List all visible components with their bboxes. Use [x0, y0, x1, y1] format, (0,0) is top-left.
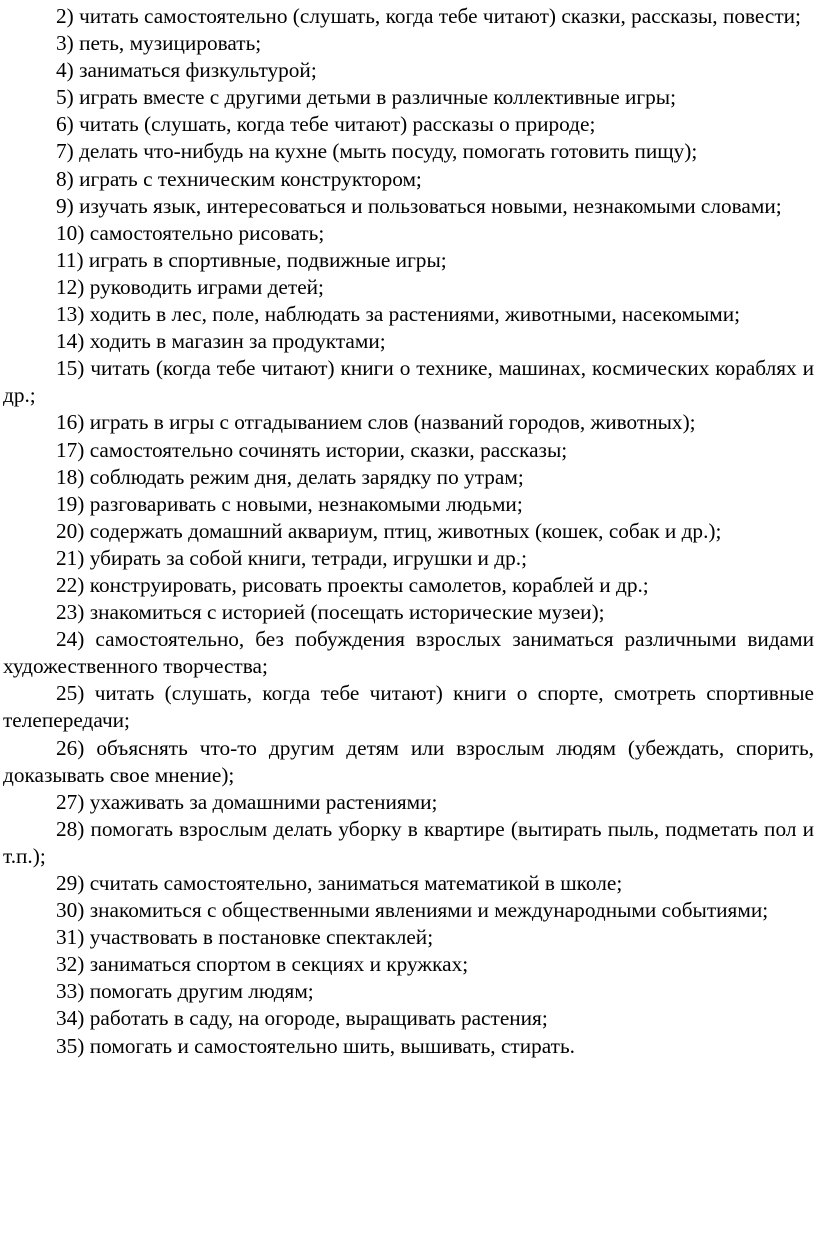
list-item-13: 13) ходить в лес, поле, наблюдать за растениями, животными, насекомыми;: [56, 302, 741, 327]
list-item-21: 21) убирать за собой книги, тетради, игрушки и др.;: [56, 545, 527, 570]
list-item-6: 6) читать (слушать, когда тебе читают) рассказы о природе;: [56, 112, 596, 137]
list-item-9: 9) изучать язык, интересоваться и пользоваться новыми, незнакомыми словами;: [56, 193, 782, 218]
list-item-10: 10) самостоятельно рисовать;: [56, 220, 325, 245]
list-item-25: 25) читать (слушать, когда тебе читают) книги о спорте, смотреть спортивные телепередачи;: [3, 681, 814, 733]
list-item-22: 22) конструировать, рисовать проекты самолетов, кораблей и др.;: [56, 572, 649, 597]
list-item-35: 35) помогать и самостоятельно шить, вышивать, стирать.: [56, 1033, 576, 1058]
list-item-30: 30) знакомиться с общественными явлениями и международными событиями;: [56, 898, 769, 923]
list-item-19: 19) разговаривать с новыми, незнакомыми людьми;: [56, 491, 523, 516]
list-item-7: 7) делать что-нибудь на кухне (мыть посуду, помогать готовить пищу);: [56, 139, 698, 164]
list-item-2: 2) читать самостоятельно (слушать, когда тебе читают) сказки, рассказы, повести;: [56, 4, 801, 28]
list-item-18: 18) соблюдать режим дня, делать зарядку по утрам;: [56, 464, 524, 489]
list-item-29: 29) считать самостоятельно, заниматься математикой в школе;: [56, 871, 623, 895]
list-item-31: 31) участвовать в постановке спектаклей;: [56, 925, 434, 950]
list-item-15: 15) читать (когда тебе читают) книги о технике, машинах, космических кораблях и др.;: [3, 356, 814, 408]
list-item-27: 27) ухаживать за домашними растениями;: [56, 789, 438, 814]
list-item-11: 11) играть в спортивные, подвижные игры;: [56, 247, 447, 272]
list-item-16: 16) играть в игры с отгадыванием слов (названий городов, животных);: [56, 410, 696, 435]
list-item-34: 34) работать в саду, на огороде, выращивать растения;: [56, 1006, 548, 1031]
list-item-4: 4) заниматься физкультурой;: [56, 58, 317, 83]
list-item-5: 5) играть вместе с другими детьми в различные коллективные игры;: [56, 85, 677, 110]
questionnaire-list: [3, 3, 814, 1060]
list-item-28: 28) помогать взрослым делать уборку в квартире (вытирать пыль, подметать пол и т.п.);: [3, 816, 814, 868]
list-item-23: 23) знакомиться с историей (посещать исторические музеи);: [56, 600, 605, 625]
list-item-32: 32) заниматься спортом в секциях и кружках;: [56, 952, 469, 977]
list-item-8: 8) играть с техническим конструктором;: [56, 166, 422, 191]
list-item-20: 20) содержать домашний аквариум, птиц, животных (кошек, собак и др.);: [56, 518, 722, 543]
list-item-26: 26) объяснять что-то другим детям или взрослым людям (убеждать, спорить, доказывать свое мнение);: [3, 735, 814, 787]
list-item-3: 3) петь, музицировать;: [56, 31, 262, 56]
list-item-12: 12) руководить играми детей;: [56, 274, 324, 299]
list-item-24: 24) самостоятельно, без побуждения взрослых заниматься различными видами художественного творчества;: [3, 627, 814, 679]
list-item-14: 14) ходить в магазин за продуктами;: [56, 329, 386, 354]
list-item-33: 33) помогать другим людям;: [56, 979, 314, 1004]
list-item-17: 17) самостоятельно сочинять истории, сказки, рассказы;: [56, 437, 568, 462]
